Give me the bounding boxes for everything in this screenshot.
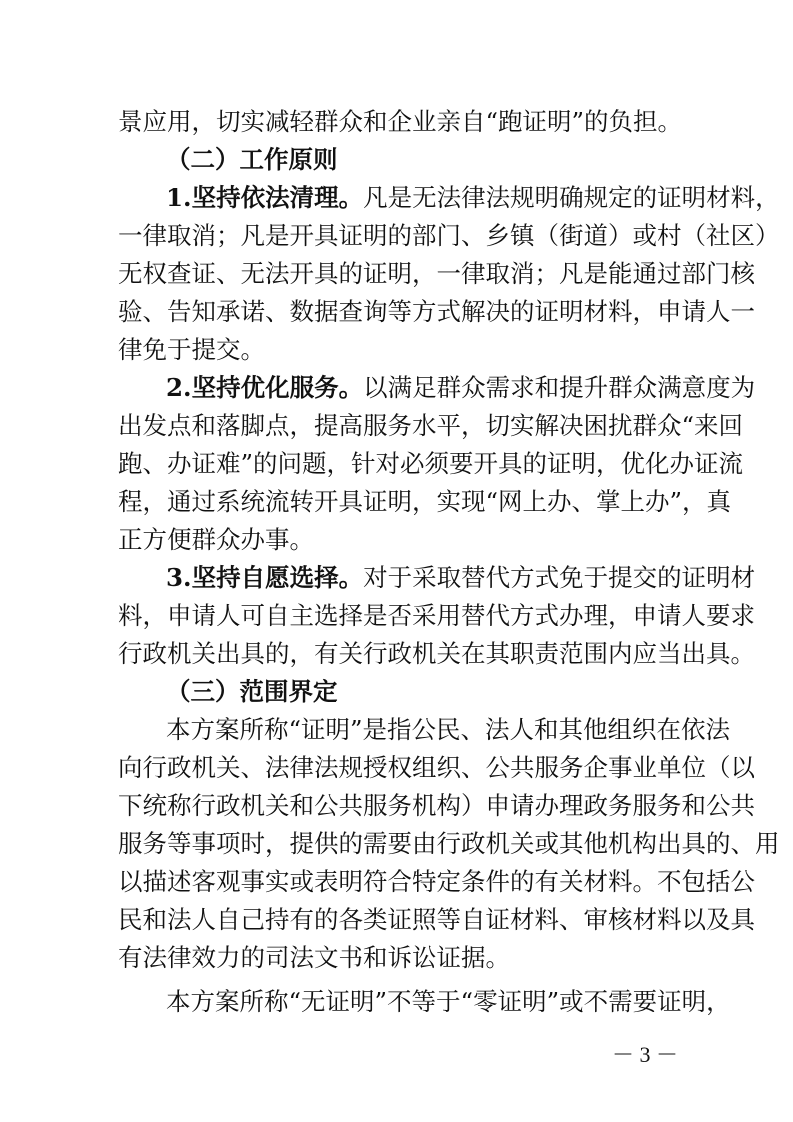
principle-3-text: 对于采取替代方式免于提交的证明材 [363, 563, 756, 592]
text-line: 向行政机关、法律法规授权组织、公共服务企事业单位（以 [118, 753, 755, 782]
text-line: 服务等事项时，提供的需要由行政机关或其他机构出具的、用 [118, 829, 780, 858]
text-line: 民和法人自己持有的各类证照等自证材料、审核材料以及具 [118, 905, 755, 934]
text-line: 无权查证、无法开具的证明，一律取消；凡是能通过部门核 [118, 259, 755, 288]
text-line: 料，申请人可自主选择是否采用替代方式办理，申请人要求 [118, 601, 755, 630]
text-line: 正方便群众办事。 [118, 525, 314, 554]
text-line: 律免于提交。 [118, 335, 265, 364]
text-line: 本方案所称“证明”是指公民、法人和其他组织在依法 [166, 715, 731, 744]
section-heading-3: （三）范围界定 [166, 677, 338, 706]
principle-1-first-line [166, 180, 780, 216]
section-heading-2: （二）工作原则 [166, 145, 338, 174]
text-line: 跑、办证难”的问题，针对必须要开具的证明，优化办证流 [118, 449, 744, 478]
principle-2-first-line [166, 370, 756, 406]
text-line: 一律取消；凡是开具证明的部门、乡镇（街道）或村（社区） [118, 221, 780, 250]
text-line: 本方案所称“无证明”不等于“零证明”或不需要证明， [166, 987, 731, 1016]
text-line: 行政机关出具的，有关行政机关在其职责范围内应当出具。 [118, 639, 755, 668]
text-line: 景应用，切实减轻群众和企业亲自“跑证明”的负担。 [118, 107, 683, 136]
principle-3-title: 3.坚持自愿选择。 [166, 563, 364, 592]
text-line: 程，通过系统流转开具证明，实现“网上办、掌上办”，真 [118, 487, 732, 516]
principle-1-title: 1.坚持依法清理。 [166, 183, 364, 212]
text-line: 有法律效力的司法文书和诉讼证据。 [118, 943, 510, 972]
text-line: 出发点和落脚点，提高服务水平，切实解决困扰群众“来回 [118, 411, 744, 440]
text-line: 验、告知承诺、数据查询等方式解决的证明材料，申请人一 [118, 297, 755, 326]
principle-2-text: 以满足群众需求和提升群众满意度为 [363, 373, 756, 402]
text-line: 下统称行政机关和公共服务机构）申请办理政务服务和公共 [118, 791, 755, 820]
principle-2-title: 2.坚持优化服务。 [166, 373, 364, 402]
principle-1-text: 凡是无法律法规明确规定的证明材料， [363, 183, 780, 212]
text-line: 以描述客观事实或表明符合特定条件的有关材料。不包括公 [118, 867, 755, 896]
principle-3-first-line [166, 560, 756, 596]
page-number: － 3 － [612, 1042, 679, 1067]
